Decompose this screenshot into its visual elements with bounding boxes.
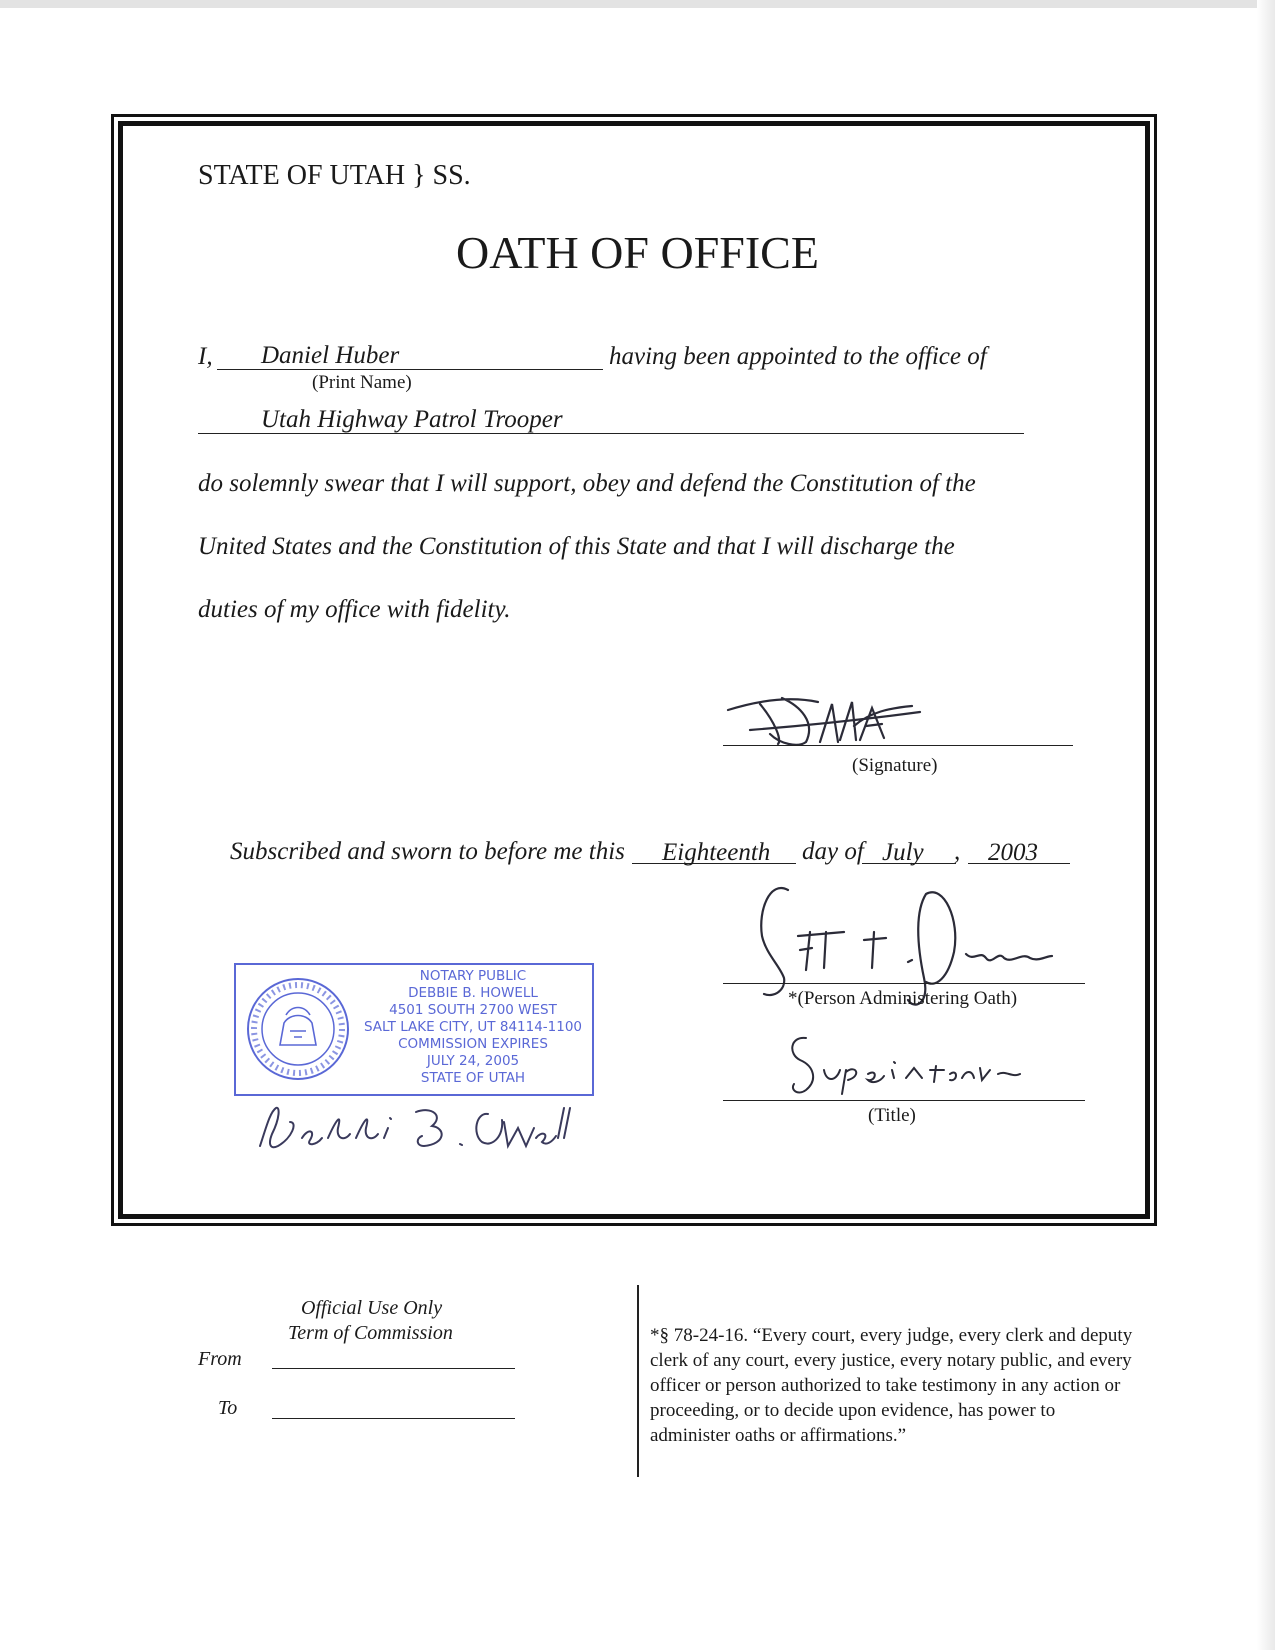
official-use-label: Official Use Only bbox=[301, 1297, 443, 1319]
statute-text: *§ 78-24-16. “Every court, every judge, every clerk and deputy clerk of any court, every justice, every notary public, and every officer or person authorized to take testimony in any action or proceeding, or to decide upon evidence, has power to administer oaths or affirmations.” bbox=[650, 1325, 1133, 1446]
footer-divider bbox=[637, 1285, 639, 1477]
month-value: July bbox=[882, 839, 924, 866]
notary-signature bbox=[246, 1098, 576, 1158]
oath-prefix: I, bbox=[198, 343, 213, 370]
stamp-line: DEBBIE B. HOWELL bbox=[408, 985, 538, 1001]
oath-body-line-2: United States and the Constitution of this State and that I will discharge the bbox=[198, 533, 955, 560]
administrator-line bbox=[723, 983, 1085, 984]
signature-caption: (Signature) bbox=[852, 755, 938, 776]
oath-body-line-3: duties of my office with fidelity. bbox=[198, 596, 511, 623]
stamp-line: SALT LAKE CITY, UT 84114-1100 bbox=[363, 1019, 583, 1035]
to-line bbox=[272, 1418, 515, 1419]
notary-stamp bbox=[234, 963, 594, 1096]
scan-edge-top bbox=[0, 0, 1275, 8]
print-name-caption: (Print Name) bbox=[312, 372, 412, 393]
date-comma: , bbox=[954, 838, 961, 865]
administrator-title-signature bbox=[784, 1030, 1024, 1100]
from-line bbox=[272, 1368, 515, 1369]
oath-taker-signature bbox=[720, 682, 940, 752]
appointed-text: having been appointed to the office of bbox=[609, 343, 987, 370]
oath-body-line-1: do solemnly swear that I will support, obey and defend the Constitution of the bbox=[198, 470, 976, 497]
stamp-line: JULY 24, 2005 bbox=[426, 1053, 520, 1069]
stamp-line: COMMISSION EXPIRES bbox=[398, 1036, 548, 1052]
print-name-value: Daniel Huber bbox=[261, 342, 400, 369]
to-label: To bbox=[218, 1397, 238, 1419]
day-of-text: day of bbox=[802, 838, 864, 865]
stamp-line: NOTARY PUBLIC bbox=[419, 968, 527, 984]
title-caption: (Title) bbox=[868, 1105, 916, 1126]
state-line: STATE OF UTAH } SS. bbox=[198, 160, 471, 191]
administrator-caption: *(Person Administering Oath) bbox=[788, 988, 1018, 1009]
term-of-commission-label: Term of Commission bbox=[288, 1322, 453, 1344]
stamp-line: 4501 SOUTH 2700 WEST bbox=[389, 1002, 557, 1018]
state-seal-icon bbox=[244, 975, 352, 1083]
from-label: From bbox=[198, 1348, 242, 1370]
title-line bbox=[723, 1100, 1085, 1101]
stamp-line: STATE OF UTAH bbox=[420, 1070, 526, 1086]
subscribed-text: Subscribed and sworn to before me this bbox=[230, 838, 625, 865]
year-value: 2003 bbox=[988, 839, 1038, 866]
office-value: Utah Highway Patrol Trooper bbox=[261, 406, 563, 433]
day-value: Eighteenth bbox=[662, 839, 771, 866]
signature-line bbox=[723, 745, 1073, 746]
stamp-text bbox=[354, 968, 592, 1087]
document-title: OATH OF OFFICE bbox=[456, 227, 819, 278]
